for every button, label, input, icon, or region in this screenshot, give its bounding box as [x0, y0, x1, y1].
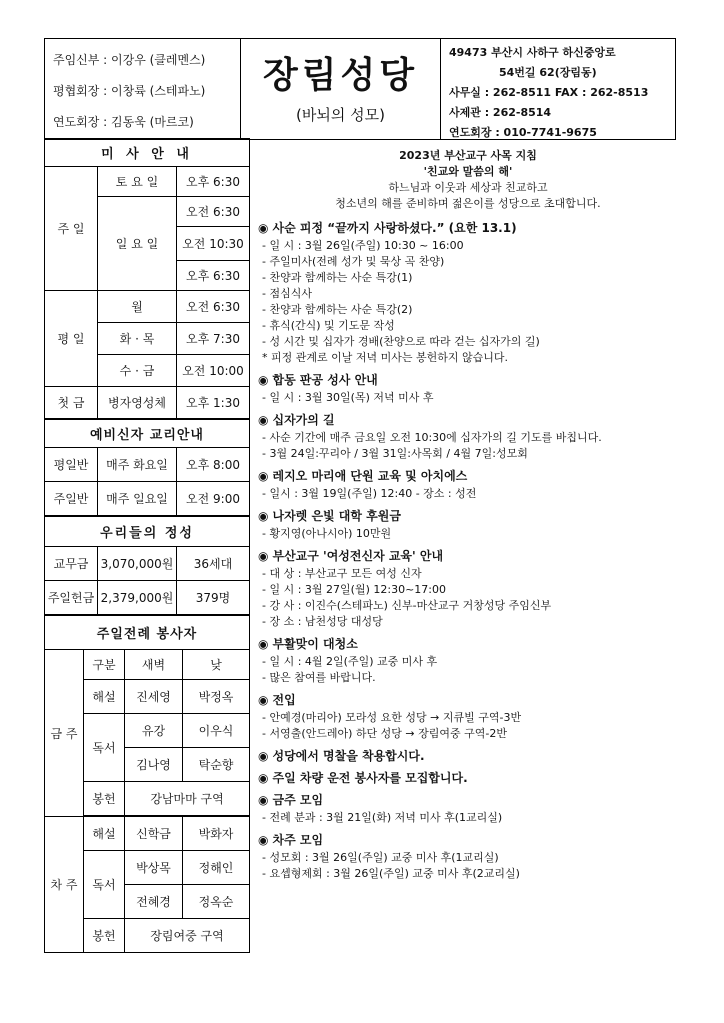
role-label: 독서 [84, 851, 125, 919]
servers-title: 주일전례 봉사자 [45, 616, 250, 650]
server-name: 신학금 [125, 817, 183, 851]
announcement-item [258, 792, 678, 826]
announcement-line: - 일 시 : 4월 2일(주일) 교중 미사 후 [262, 655, 438, 668]
notice-line: 하느님과 이웃과 세상과 친교하고 [388, 181, 548, 194]
announcement-item [258, 636, 678, 686]
announcement-item [258, 832, 678, 882]
announcement-line: - 성 시간 및 십자가 경배(찬양으로 따라 걷는 십자가의 길) [262, 335, 540, 348]
address-1: 49473 부산시 사하구 하신중앙로 [449, 46, 616, 59]
offering-count: 379명 [177, 581, 250, 615]
mass-day: 병자영성체 [98, 387, 177, 419]
class-day: 매주 일요일 [98, 482, 177, 516]
mass-time: 오후 6:30 [177, 167, 250, 197]
role-label: 해설 [84, 680, 125, 714]
announcement-title-text: 부산교구 '여성전신자 교육' 안내 [272, 549, 444, 563]
mass-time: 오후 7:30 [177, 323, 250, 355]
class-time: 오후 8:00 [177, 448, 250, 482]
bullet-icon: ◉ [258, 637, 269, 651]
mass-day: 일 요 일 [98, 197, 177, 291]
mass-table [44, 138, 250, 419]
server-name: 김나영 [125, 748, 183, 782]
servers-table [44, 615, 250, 953]
servers-head: 새벽 [125, 650, 183, 680]
announcement-title-text: 금주 모임 [272, 793, 324, 807]
church-subtitle: (바뇌의 성모) [296, 106, 385, 124]
offering-table [44, 516, 250, 615]
server-name: 탁순향 [183, 748, 250, 782]
announcement-line: - 요셉형제회 : 3월 26일(주일) 교중 미사 후(2교리실) [262, 867, 520, 880]
announcement-item [258, 748, 678, 764]
bullet-icon: ◉ [258, 833, 269, 847]
announcement-title [258, 748, 678, 764]
notice-line: 2023년 부산교구 사목 지침 [399, 149, 537, 162]
class-day: 매주 화요일 [98, 448, 177, 482]
announcement-title [258, 548, 678, 564]
announcement-line: - 대 상 : 부산교구 모든 여성 신자 [262, 567, 422, 580]
bullet-icon: ◉ [258, 509, 269, 523]
announcement-item [258, 468, 678, 502]
announcement-title-text: 레지오 마리애 단원 교육 및 아치에스 [272, 469, 468, 483]
catechumen-table [44, 419, 250, 516]
announcement-title [258, 468, 678, 484]
announcement-title-text: 전입 [272, 693, 296, 707]
offering-label: 주일헌금 [45, 581, 98, 615]
announcement-line: * 피정 관계로 이날 저녁 미사는 봉헌하지 않습니다. [262, 351, 508, 364]
memorial-phone: 연도회장 : 010-7741-9675 [449, 126, 597, 139]
announcement-title-text: 성당에서 명찰을 착용합시다. [272, 749, 425, 763]
notice-line: '친교와 말씀의 해' [423, 165, 513, 178]
sunday-label: 주 일 [45, 167, 98, 291]
next-week-label: 차 주 [45, 817, 84, 953]
announcement-title [258, 220, 678, 236]
mass-day: 토 요 일 [98, 167, 177, 197]
this-week-label: 금 주 [45, 650, 84, 817]
announcement-line: - 안예경(마리아) 모라성 요한 성당 → 지큐빌 구역-3반 [262, 711, 522, 724]
class-label: 평일반 [45, 448, 98, 482]
announcement-line: - 일시 : 3월 19일(주일) 12:40 - 장소 : 성전 [262, 487, 477, 500]
offering-count: 36세대 [177, 547, 250, 581]
server-name: 진세영 [125, 680, 183, 714]
announcement-list [258, 220, 678, 882]
servers-head: 구분 [84, 650, 125, 680]
offering-amount: 2,379,000원 [98, 581, 177, 615]
announcement-title-text: 주일 차량 운전 봉사자를 모집합니다. [272, 771, 468, 785]
announcement-title [258, 636, 678, 652]
header-center [241, 39, 441, 139]
offering-label: 교무금 [45, 547, 98, 581]
announcement-line: - 장 소 : 남천성당 대성당 [262, 615, 383, 628]
server-name: 박상목 [125, 851, 183, 885]
announcement-line: - 성모회 : 3월 26일(주일) 교중 미사 후(1교리실) [262, 851, 499, 864]
left-column [44, 138, 250, 953]
announcement-line: - 일 시 : 3월 27일(월) 12:30~17:00 [262, 583, 446, 596]
announcement-item [258, 372, 678, 406]
mass-title: 미 사 안 내 [45, 139, 250, 167]
announcement-title-text: 차주 모임 [272, 833, 324, 847]
role-label: 해설 [84, 817, 125, 851]
mass-day: 월 [98, 291, 177, 323]
announcement-line: - 찬양과 함께하는 사순 특강(1) [262, 271, 413, 284]
server-name: 이우식 [183, 714, 250, 748]
announcement-title-text: 나자렛 은빛 대학 후원금 [272, 509, 401, 523]
bullet-icon: ◉ [258, 771, 269, 785]
announcement-line: - 3월 24일:꾸리아 / 3월 31일:사목회 / 4월 7일:성모회 [262, 447, 528, 460]
mass-time: 오전 6:30 [177, 197, 250, 227]
pastor: 주임신부 : 이강우 (클레멘스) [53, 53, 206, 67]
announcement-line: - 주일미사(전례 성가 및 묵상 곡 찬양) [262, 255, 445, 268]
server-name: 장림여중 구역 [125, 919, 250, 953]
announcement-item [258, 508, 678, 542]
office-phone: 사무실 : 262-8511 FAX : 262-8513 [449, 86, 649, 99]
server-name: 정해인 [183, 851, 250, 885]
announcement-title-text: 사순 피정 “끝까지 사랑하셨다.” (요한 13.1) [272, 221, 517, 235]
right-column [258, 148, 678, 888]
role-label: 봉헌 [84, 919, 125, 953]
mass-time: 오후 1:30 [177, 387, 250, 419]
first-friday-label: 첫 금 [45, 387, 98, 419]
weekday-label: 평 일 [45, 291, 98, 387]
bullet-icon: ◉ [258, 549, 269, 563]
mass-day: 화 · 목 [98, 323, 177, 355]
announcement-title [258, 372, 678, 388]
server-name: 박화자 [183, 817, 250, 851]
header-contact [441, 39, 675, 139]
mass-time: 오전 10:30 [177, 227, 250, 261]
server-name: 정옥순 [183, 885, 250, 919]
bullet-icon: ◉ [258, 413, 269, 427]
server-name: 유강 [125, 714, 183, 748]
class-label: 주일반 [45, 482, 98, 516]
announcement-item [258, 220, 678, 366]
announcement-title-text: 합동 판공 성사 안내 [272, 373, 378, 387]
pastoral-notice [258, 148, 678, 212]
server-name: 전혜경 [125, 885, 183, 919]
server-name: 강남마마 구역 [125, 782, 250, 816]
announcement-line: - 사순 기간에 매주 금요일 오전 10:30에 십자가의 길 기도를 바칩니다. [262, 431, 602, 444]
announcement-line: - 일 시 : 3월 26일(주일) 10:30 ~ 16:00 [262, 239, 464, 252]
announcement-line: - 서영출(안드레아) 하단 성당 → 장림여중 구역-2반 [262, 727, 507, 740]
announcement-item [258, 412, 678, 462]
offering-amount: 3,070,000원 [98, 547, 177, 581]
announcement-line: - 일 시 : 3월 30일(목) 저녁 미사 후 [262, 391, 434, 404]
mass-day: 수 · 금 [98, 355, 177, 387]
bullet-icon: ◉ [258, 693, 269, 707]
notice-line: 청소년의 해를 준비하며 젊은이를 성당으로 초대합니다. [335, 197, 601, 210]
announcement-item [258, 692, 678, 742]
announcement-title [258, 412, 678, 428]
rectory-phone: 사제관 : 262-8514 [449, 106, 552, 119]
announcement-title [258, 792, 678, 808]
announcement-line: - 황지영(아나시아) 10만원 [262, 527, 392, 540]
council-president: 평협회장 : 이창륙 (스테파노) [53, 84, 206, 98]
bullet-icon: ◉ [258, 749, 269, 763]
bullet-icon: ◉ [258, 793, 269, 807]
header [44, 38, 676, 140]
announcement-title-text: 부활맞이 대청소 [272, 637, 358, 651]
announcement-line: - 휴식(간식) 및 기도문 작성 [262, 319, 395, 332]
announcement-title [258, 832, 678, 848]
mass-time: 오전 6:30 [177, 291, 250, 323]
bullet-icon: ◉ [258, 221, 269, 235]
announcement-line: - 강 사 : 이진수(스테파노) 신부-마산교구 거창성당 주임신부 [262, 599, 552, 612]
announcement-line: - 점심식사 [262, 287, 312, 300]
announcement-title [258, 770, 678, 786]
announcement-title [258, 692, 678, 708]
mass-time: 오후 6:30 [177, 261, 250, 291]
announcement-title [258, 508, 678, 524]
class-time: 오전 9:00 [177, 482, 250, 516]
church-name: 장림성당 [262, 55, 419, 96]
address-2: 54번길 62(장림동) [499, 66, 597, 79]
memorial-president: 연도회장 : 김동욱 (마르코) [53, 115, 194, 129]
role-label: 봉헌 [84, 782, 125, 816]
server-name: 박정옥 [183, 680, 250, 714]
bullet-icon: ◉ [258, 373, 269, 387]
bullet-icon: ◉ [258, 469, 269, 483]
mass-time: 오전 10:00 [177, 355, 250, 387]
announcement-line: - 많은 참여를 바랍니다. [262, 671, 376, 684]
announcement-item [258, 770, 678, 786]
header-left [45, 39, 241, 139]
announcement-item [258, 548, 678, 630]
offering-title: 우리들의 정성 [45, 517, 250, 547]
announcement-title-text: 십자가의 길 [272, 413, 335, 427]
role-label: 독서 [84, 714, 125, 782]
announcement-line: - 전례 분과 : 3월 21일(화) 저녁 미사 후(1교리실) [262, 811, 503, 824]
announcement-line: - 찬양과 함께하는 사순 특강(2) [262, 303, 413, 316]
catechumen-title: 예비신자 교리안내 [45, 420, 250, 448]
servers-head: 낮 [183, 650, 250, 680]
